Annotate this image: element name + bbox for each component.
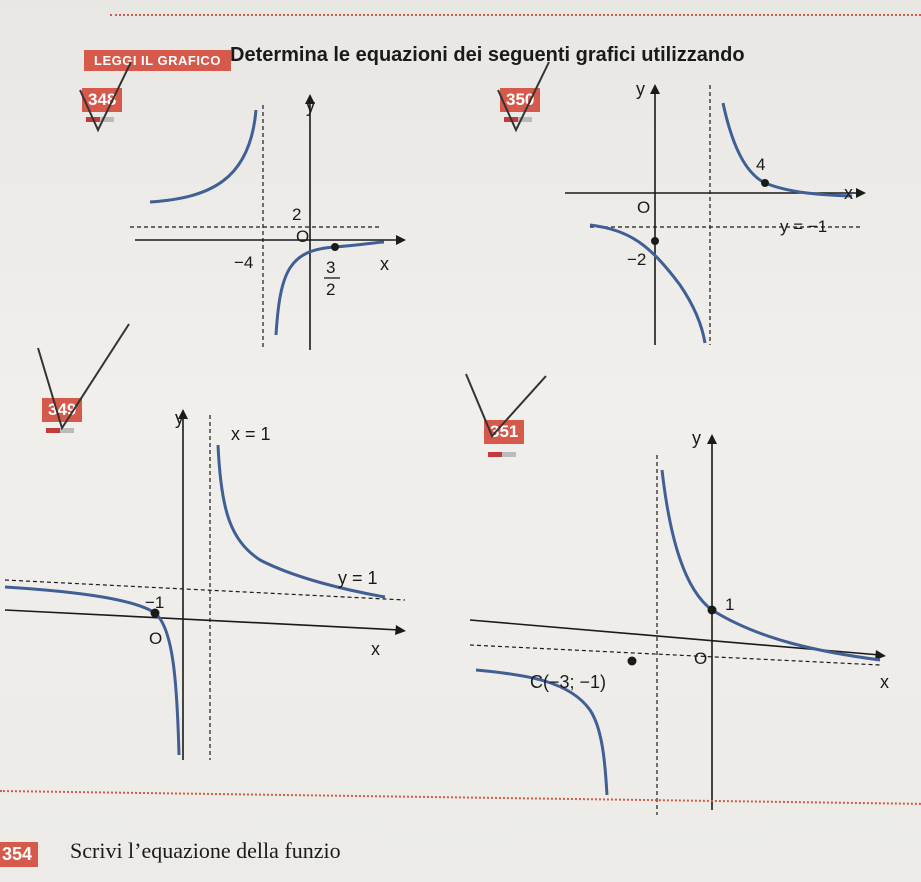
label-y: y — [306, 96, 315, 116]
point-on-curve — [331, 243, 339, 251]
check-mark-349 — [34, 318, 134, 438]
y-axis-arrow — [650, 84, 660, 94]
label-h-value: 2 — [292, 205, 302, 224]
label-h-asymptote: y = −1 — [780, 217, 828, 236]
exercise-354-text: Scrivi l’equazione della funzio — [70, 838, 341, 863]
curve-branch-right — [662, 470, 880, 660]
check-mark-351 — [462, 366, 552, 446]
label-origin: O — [149, 629, 163, 648]
top-dotted-divider — [110, 14, 921, 16]
exercise-351-number: 351 — [484, 420, 524, 444]
check-mark-348 — [76, 60, 136, 145]
section-banner: LEGGI IL GRAFICO — [84, 50, 231, 71]
point-1 — [708, 606, 717, 615]
label-point-1: 1 — [725, 595, 735, 614]
x-axis-arrow — [396, 235, 406, 245]
x-axis — [5, 610, 400, 630]
curve-branch-left — [590, 225, 705, 343]
label-y: y — [692, 428, 701, 448]
label-x: x — [844, 183, 853, 203]
graph-350 — [560, 75, 880, 350]
graph-351 — [470, 420, 910, 820]
label-y: y — [175, 408, 184, 428]
label-point-4: 4 — [756, 155, 766, 174]
horizontal-asymptote — [470, 645, 880, 665]
curve-branch-upper — [150, 110, 256, 202]
label-h-asymptote: y = 1 — [338, 568, 378, 588]
y-axis-arrow — [707, 434, 717, 444]
label-x: x — [880, 672, 889, 692]
label-v-asymptote: x = 1 — [231, 424, 271, 444]
graph-348 — [130, 90, 420, 360]
exercise-354-number: 354 — [0, 842, 38, 867]
exercise-348-number: 348 — [82, 88, 122, 112]
instruction-text: Determina le equazioni dei seguenti grafici utilizzando — [230, 44, 745, 66]
label-y: y — [636, 79, 645, 99]
label-x: x — [371, 639, 380, 659]
check-mark-350 — [494, 60, 554, 145]
graph-349 — [5, 400, 425, 770]
label-origin: O — [296, 227, 310, 246]
x-axis-arrow — [856, 188, 866, 198]
label-frac-den: 2 — [326, 280, 336, 299]
curve-branch-right — [723, 103, 852, 196]
label-y-intercept: −2 — [627, 250, 647, 269]
point-center-c — [628, 657, 637, 666]
exercise-350-number: 350 — [500, 88, 540, 112]
label-center: C(−3; −1) — [530, 672, 607, 692]
label-frac-num: 3 — [326, 258, 336, 277]
exercise-349-number: 349 — [42, 398, 82, 422]
label-origin: O — [637, 198, 651, 217]
point-y-intercept — [651, 237, 659, 245]
label-point: −1 — [145, 593, 165, 612]
label-origin: O — [694, 649, 708, 668]
label-v-value: −4 — [234, 253, 254, 272]
label-x: x — [380, 254, 389, 274]
point-4 — [761, 179, 769, 187]
x-axis-arrow — [395, 625, 406, 635]
